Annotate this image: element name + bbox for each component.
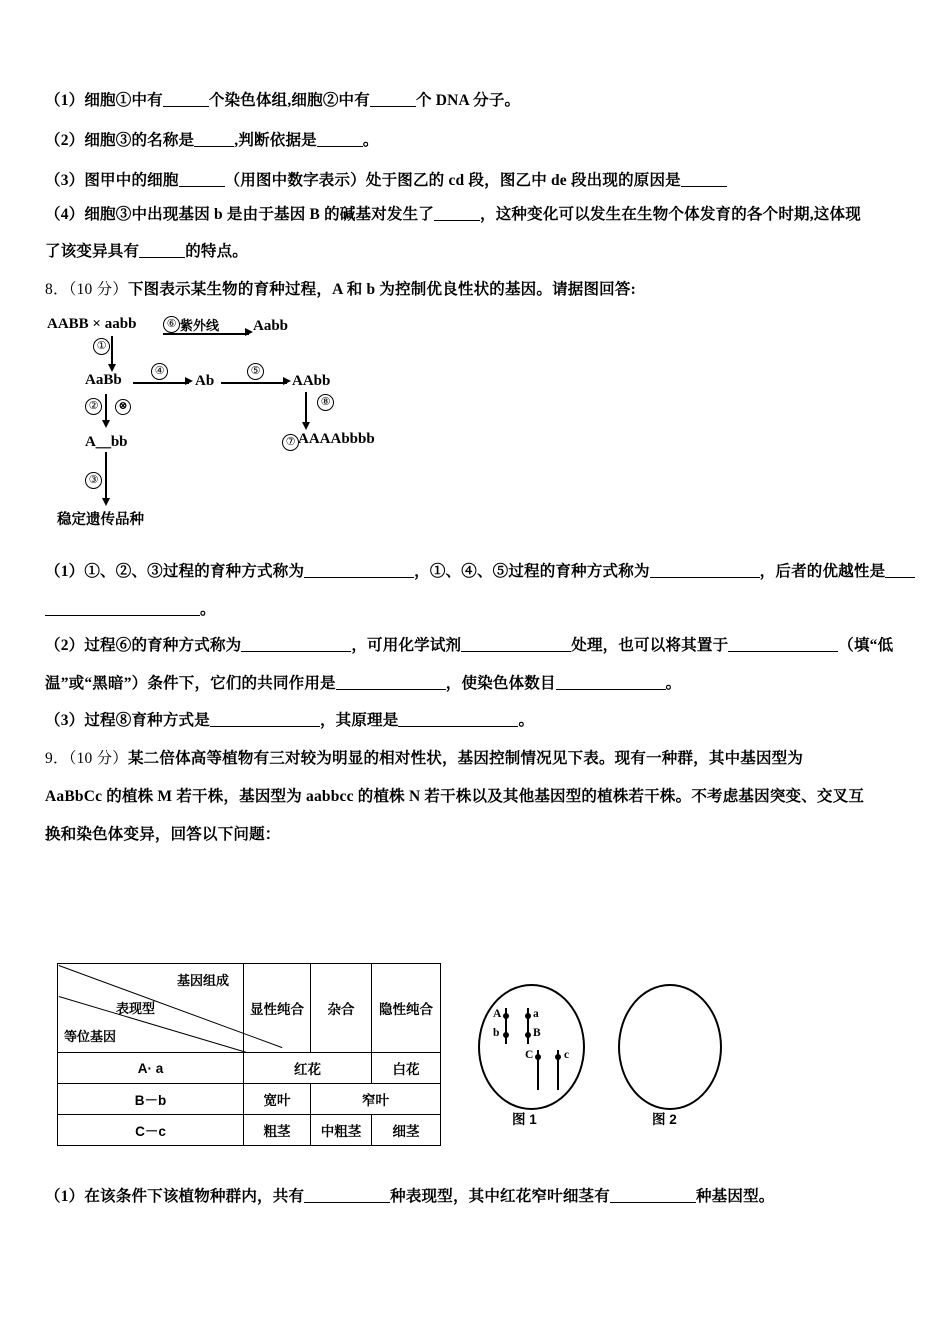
q7-part-4 [45, 206, 861, 225]
q9-q1-a: （1）在该条件下该植物种群内，共有 [45, 1188, 305, 1205]
centromere-C [535, 1054, 541, 1060]
centromere-b [503, 1032, 509, 1038]
q7-p2-text-c: 。 [362, 132, 379, 149]
gene-label-B: B [533, 1027, 541, 1039]
corner-label-gene-composition: 基因组成 [176, 973, 229, 988]
q8-q1-a: （1）①、②、③过程的育种方式称为 [45, 563, 305, 580]
trait-cell-white-flower: 白花 [372, 1053, 441, 1084]
answer-blank[interactable] [398, 726, 518, 727]
q9-q1-b: 种表现型，其中红花窄叶细茎有 [390, 1188, 610, 1205]
q7-p2-text-a: （2）细胞③的名称是 [45, 132, 195, 149]
figure-1-label: 图 1 [512, 1112, 537, 1127]
answer-blank[interactable] [163, 106, 209, 107]
uv-product-label: Aabb [253, 318, 289, 334]
selected-genotype-label: A＿bb [85, 434, 128, 450]
q7-p4-text-d: 的特点。 [185, 243, 249, 260]
step-5-number: ⑤ [247, 361, 264, 380]
f1-genotype-label: AaBb [85, 372, 122, 388]
step-6-number: ⑧ [317, 392, 334, 411]
polyploid-genotype-label: AAAAbbbb [298, 431, 375, 447]
step6-arrow-line [305, 392, 307, 424]
q8-q3-b: ，其原理是 [319, 712, 399, 729]
q8-q2-d: （填“低 [838, 637, 894, 654]
q7-p1-text-c: 个 DNA 分子。 [415, 92, 521, 109]
table-row [58, 1053, 441, 1084]
uv-process-number: ⑥ [163, 314, 180, 333]
polyploid-number: ⑦ [282, 432, 299, 451]
q9-score: （10 分） [68, 750, 128, 767]
trait-cell-wide-leaf: 宽叶 [244, 1084, 311, 1115]
answer-blank[interactable] [194, 146, 234, 147]
trait-cell-thin-stem: 细茎 [372, 1115, 441, 1146]
corner-label-phenotype: 表现型 [116, 1001, 156, 1016]
q8-q2-c: 处理，也可以将其置于 [571, 637, 729, 654]
uv-label: 紫外线 [180, 318, 220, 333]
q9-stem-l3: 换和染色体变异，回答以下问题： [45, 826, 281, 843]
q8-number: 8． [45, 281, 69, 298]
step1-arrow-head [108, 364, 116, 372]
q8-q2-a: （2）过程⑥的育种方式称为 [45, 637, 242, 654]
answer-blank[interactable] [610, 1202, 696, 1203]
column-header-heterozygous: 杂合 [311, 964, 372, 1053]
answer-blank[interactable] [461, 651, 571, 652]
step4-arrow-line [133, 382, 189, 384]
step4-arrow-head [185, 377, 193, 385]
trait-cell-red-flower: 红花 [244, 1053, 372, 1084]
breeding-process-diagram [45, 312, 385, 534]
table-row [58, 1084, 441, 1115]
answer-blank[interactable] [650, 577, 760, 578]
uv-arrow-head [245, 328, 253, 336]
q7-p3-text-b: （用图中数字表示）处于图乙的 cd 段，图乙中 de 段出现的原因是 [224, 172, 681, 189]
gene-label-c: c [564, 1049, 570, 1061]
q8-sub-2 [45, 637, 893, 656]
q8-q1-b: ，①、④、⑤过程的育种方式称为 [414, 563, 650, 580]
q9-sub-1 [45, 1188, 774, 1207]
allele-label-b: B－b [58, 1084, 244, 1115]
step3-arrow-line [105, 452, 107, 500]
step-4-number: ④ [151, 361, 168, 380]
answer-blank[interactable] [304, 1202, 390, 1203]
trait-cell-medium-stem: 中粗茎 [311, 1115, 372, 1146]
step1-arrow-line [111, 336, 113, 366]
trait-cell-thick-stem: 粗茎 [244, 1115, 311, 1146]
column-header-dominant-homozygous: 显性纯合 [244, 964, 311, 1053]
table-header-row [58, 964, 441, 1053]
trait-gene-table [57, 963, 441, 1146]
trait-cell-narrow-leaf: 窄叶 [311, 1084, 441, 1115]
q7-part-2 [45, 132, 379, 151]
gene-label-C: C [525, 1049, 534, 1061]
step5-arrow-line [221, 382, 287, 384]
self-cross-symbol: ⊗ [115, 396, 131, 415]
gamete-label: Ab [195, 373, 215, 389]
corner-label-allele: 等位基因 [64, 1029, 117, 1044]
gene-label-A: A [493, 1008, 502, 1020]
step-1-number: ① [93, 336, 110, 355]
q7-part-1 [45, 92, 520, 111]
q9-stem-line3 [45, 826, 281, 845]
q8-q2-f: ，使染色体数目 [445, 675, 556, 692]
table-row [58, 1115, 441, 1146]
q9-number: 9． [45, 750, 69, 767]
q8-sub-1-cont [45, 601, 216, 620]
q9-stem-l2: AaBbCc 的植株 M 若干株，基因型为 aabbcc 的植株 N 若干株以及其他基因型的植株若干株。不考虑基因突变、交叉互 [45, 788, 865, 805]
q7-p4-text-c: 了该变异具有 [45, 243, 140, 260]
answer-blank[interactable] [179, 186, 225, 187]
step2-arrow-line [105, 394, 107, 422]
answer-blank[interactable] [885, 577, 915, 578]
q8-sub-3 [45, 712, 534, 731]
q7-p3-text-a: （3）图甲中的细胞 [45, 172, 179, 189]
gene-label-a: a [533, 1008, 539, 1020]
answer-blank[interactable] [434, 220, 480, 221]
doubled-genotype-label: AAbb [292, 373, 331, 389]
q9-stem-line2 [45, 788, 864, 807]
table-corner-header [58, 964, 244, 1053]
answer-blank[interactable] [139, 257, 185, 258]
q9-stem-l1: 某二倍体高等植物有三对较为明显的相对性状，基因控制情况见下表。现有一种群，其中基因型为 [127, 750, 804, 767]
q8-sub-1 [45, 563, 915, 582]
q8-score: （10 分） [68, 281, 128, 298]
q9-q1-c: 种基因型。 [695, 1188, 775, 1205]
q8-q1-c: ，后者的优越性是 [759, 563, 886, 580]
answer-blank[interactable] [317, 146, 363, 147]
cell-diagram-figure-2 [618, 984, 722, 1110]
allele-label-a: A· a [58, 1053, 244, 1084]
answer-blank[interactable] [45, 615, 200, 616]
q7-p4-text-a: （4）细胞③中出现基因 b 是由于基因 B 的碱基对发生了 [45, 206, 435, 223]
parent-cross-label: AABB × aabb [47, 316, 137, 332]
q8-q1-d: 。 [200, 601, 216, 618]
q8-q3-a: （3）过程⑧育种方式是 [45, 712, 210, 729]
q8-q2-b: ，可用化学试剂 [351, 637, 462, 654]
cell-figures-group [470, 980, 720, 1145]
q7-p1-text-b: 个染色体组,细胞②中有 [208, 92, 370, 109]
answer-blank[interactable] [681, 186, 727, 187]
answer-blank[interactable] [304, 577, 414, 578]
step2-arrow-head [102, 420, 110, 428]
q8-q2-g: 。 [665, 675, 682, 692]
answer-blank[interactable] [336, 689, 446, 690]
answer-blank[interactable] [556, 689, 666, 690]
uv-arrow-line [163, 333, 249, 335]
q7-p4-text-b: ，这种变化可以发生在生物个体发育的各个时期,这体现 [480, 206, 861, 223]
q8-stem [45, 281, 636, 300]
q7-p2-text-b: ,判断依据是 [234, 132, 317, 149]
answer-blank[interactable] [728, 651, 838, 652]
centromere-B [525, 1032, 531, 1038]
q7-part-3 [45, 172, 727, 191]
step5-arrow-head [283, 377, 291, 385]
answer-blank[interactable] [241, 651, 351, 652]
stable-line-label: 稳定遗传品种 [57, 512, 144, 528]
figure-2-label: 图 2 [652, 1112, 677, 1127]
q9-stem-line1 [45, 750, 803, 769]
answer-blank[interactable] [370, 106, 416, 107]
step-3-number: ③ [85, 470, 102, 489]
answer-blank[interactable] [210, 726, 320, 727]
q8-q2-e: 温”或“黑暗”）条件下，它们的共同作用是 [45, 675, 336, 692]
step6-arrow-head [302, 422, 310, 430]
q7-p1-text-a: （1）细胞①中有 [45, 92, 163, 109]
centromere-a [525, 1013, 531, 1019]
step3-arrow-head [102, 498, 110, 506]
q8-stem-text: 下图表示某生物的育种过程，A 和 b 为控制优良性状的基因。请据图回答: [127, 281, 636, 298]
q8-q3-c: 。 [518, 712, 535, 729]
q8-sub-2-cont [45, 675, 681, 694]
column-header-recessive-homozygous: 隐性纯合 [372, 964, 441, 1053]
allele-label-c: C－c [58, 1115, 244, 1146]
centromere-c [555, 1054, 561, 1060]
centromere-A [503, 1013, 509, 1019]
gene-label-b: b [493, 1027, 500, 1039]
q7-part-4-cont [45, 243, 248, 262]
cell-diagram-figure-1 [478, 984, 585, 1110]
step-2-number: ② [85, 396, 102, 415]
